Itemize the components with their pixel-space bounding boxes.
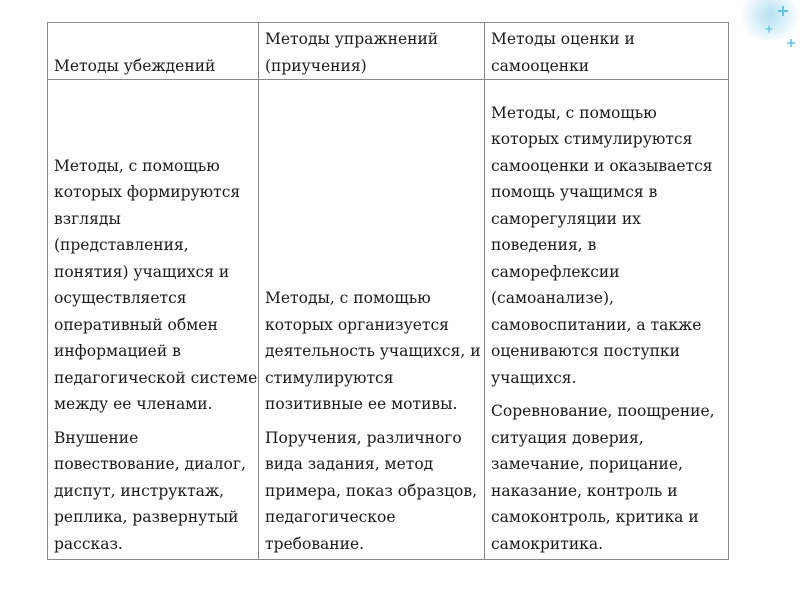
cell-exercise-methods (259, 80, 485, 560)
header-exercise-methods: Методы упражнений (приучения) (259, 23, 485, 80)
table-row (48, 80, 729, 560)
assessment-description: Методы, с помощью которых стимулируются самооценки и оказывается помощь учащимся в саморегуляции их поведения, в саморефлексии (самоанализе), самовоспитании, а также оцениваются поступки учащихся. (491, 103, 713, 387)
table-header-row (48, 23, 729, 80)
persuasion-description: Методы, с помощью которых формируются взгляды (представления, понятия) учащихся и осуществляется оперативный обмен информацией в педагогической системе между ее членами. (54, 156, 258, 413)
plus-decoration-icon (778, 6, 788, 16)
plus-decoration-icon (787, 39, 795, 47)
header-persuasion-methods: Методы убеждений (48, 23, 259, 80)
assessment-examples: Соревнование, поощрение, ситуация доверия, замечание, порицание, наказание, контроль и самоконтроль, критика и самокритика. (491, 402, 715, 553)
cell-persuasion-methods (48, 80, 259, 560)
cell-assessment-methods (485, 80, 729, 560)
exercise-description: Методы, с помощью которых организуется деятельность учащихся, и стимулируются позитивные ее мотивы. (265, 289, 481, 413)
methods-table (47, 22, 729, 560)
exercise-examples: Поручения, различного вида задания, метод примера, показ образцов, педагогическое требование. (265, 428, 478, 553)
header-assessment-methods: Методы оценки и самооценки (485, 23, 729, 80)
persuasion-examples: Внушение повествование, диалог, диспут, инструктаж, реплика, развернутый рассказ. (54, 428, 246, 553)
plus-decoration-icon (766, 26, 773, 33)
glow-decoration (735, 0, 800, 40)
